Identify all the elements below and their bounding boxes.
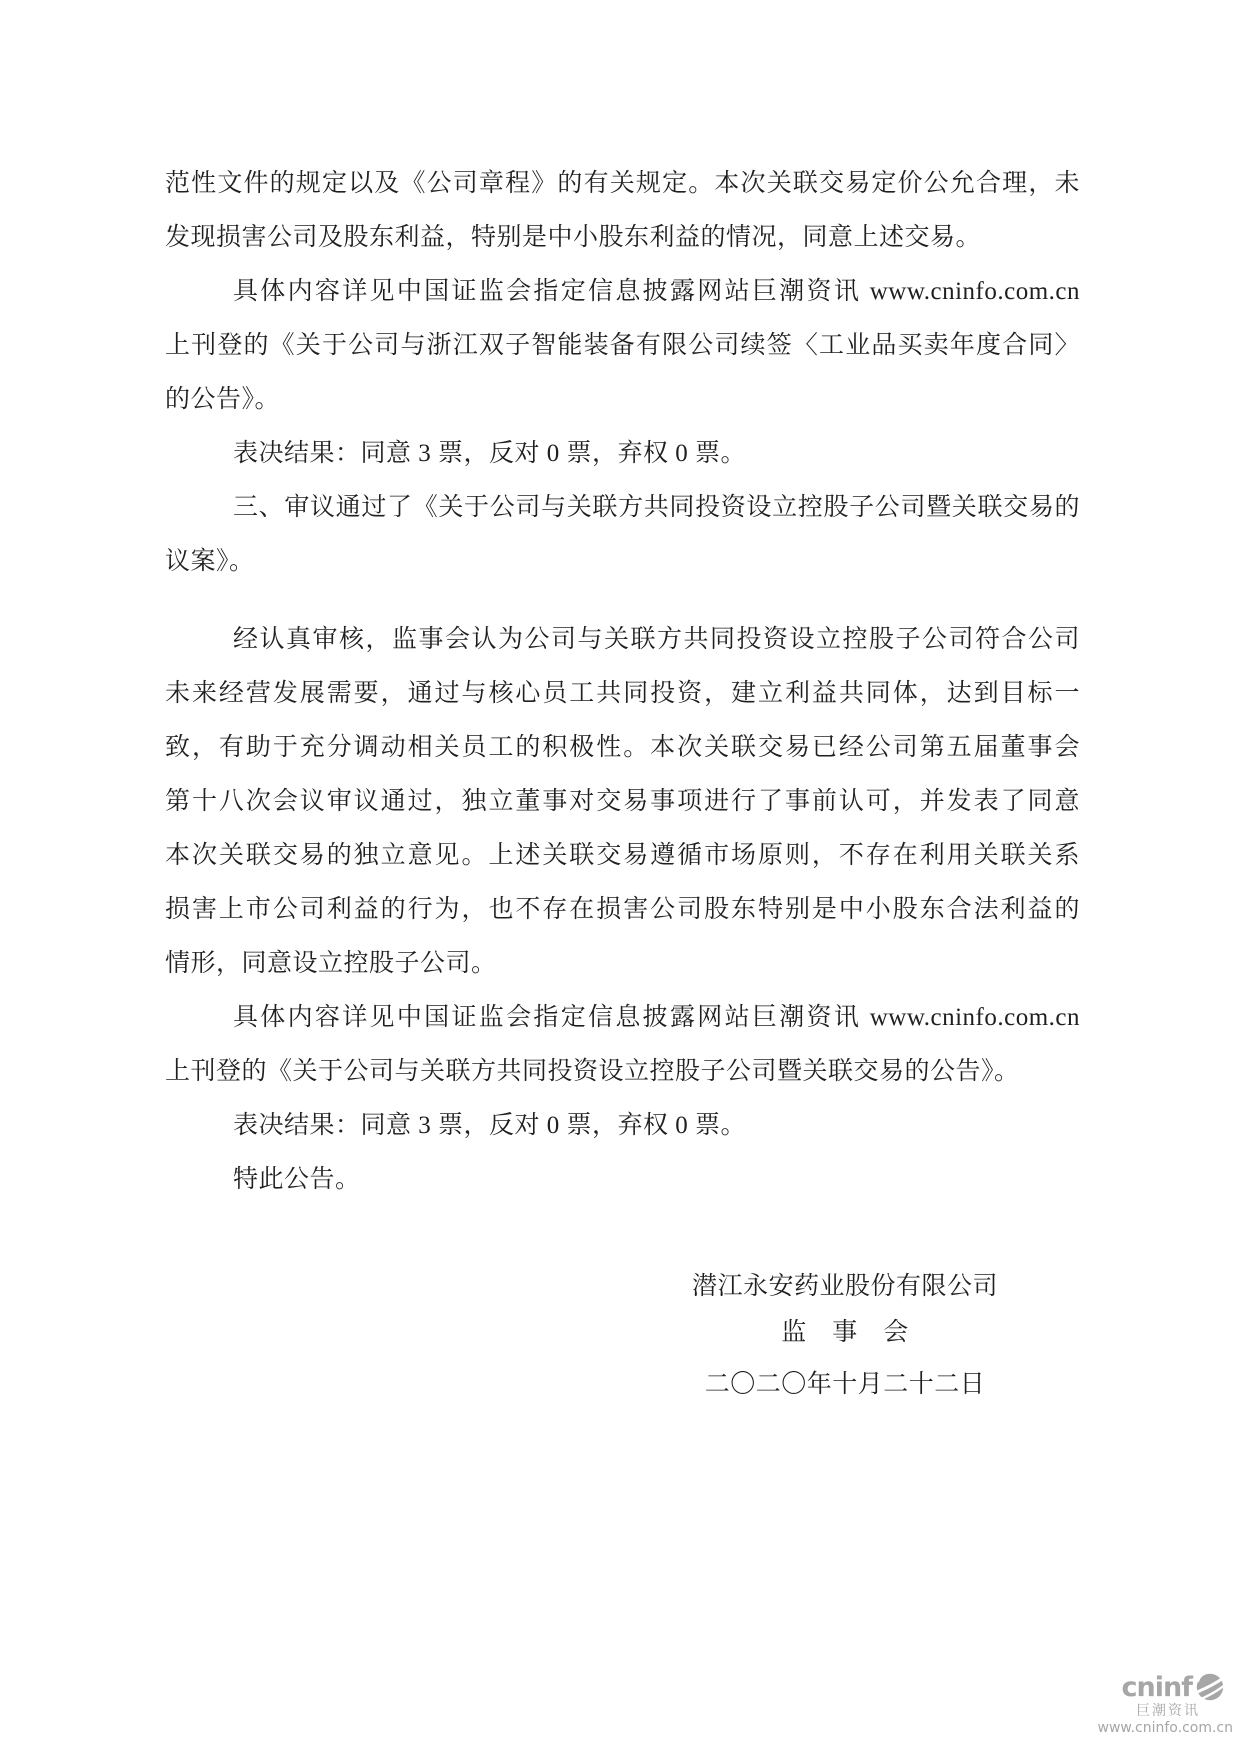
document-line: 致，有助于充分调动相关员工的积极性。本次关联交易已经公司第五届董事会 [165,734,1080,761]
document-line: 具体内容详见中国证监会指定信息披露网站巨潮资讯 www.cninfo.com.cn [233,278,1080,305]
document-line: 本次关联交易的独立意见。上述关联交易遵循市场原则，不存在利用关联关系 [165,842,1080,869]
cninfo-logo [1083,1672,1233,1702]
signature-date: 二〇二〇年十月二十二日 [704,1371,986,1398]
document-body [165,157,1080,1207]
cninfo-watermark [1083,1672,1233,1735]
document-line: 上刊登的《关于公司与关联方共同投资设立控股子公司暨关联交易的公告》。 [165,1058,1020,1085]
document-line: 表决结果：同意 3 票，反对 0 票，弃权 0 票。 [233,1112,747,1139]
document-line: 的公告》。 [165,386,281,413]
document-line: 具体内容详见中国证监会指定信息披露网站巨潮资讯 www.cninfo.com.cn [233,1004,1080,1031]
document-line: 经认真审核，监事会认为公司与关联方共同投资设立控股子公司符合公司 [233,626,1080,653]
document-line: 未来经营发展需要，通过与核心员工共同投资，建立利益共同体，达到目标一 [165,680,1080,707]
cninfo-brand-cn: 巨潮资讯 [1136,1703,1200,1719]
document-line: 范性文件的规定以及《公司章程》的有关规定。本次关联交易定价公允合理，未 [165,170,1080,197]
signature-company: 潜江永安药业股份有限公司 [691,1273,998,1300]
document-line: 发现损害公司及股东利益，特别是中小股东利益的情况，同意上述交易。 [165,224,982,251]
document-line: 上刊登的《关于公司与浙江双子智能装备有限公司续签〈工业品买卖年度合同〉 [165,332,1080,359]
cninfo-logo-text: cninf [1121,1671,1192,1703]
signature-committee: 监 事 会 [781,1319,909,1346]
document-line: 第十八次会议审议通过，独立董事对交易事项进行了事前认可，并发表了同意 [165,788,1080,815]
document-line: 表决结果：同意 3 票，反对 0 票，弃权 0 票。 [233,440,747,467]
globe-icon [1195,1672,1225,1702]
document-line: 议案》。 [165,548,255,575]
document-line: 三、审议通过了《关于公司与关联方共同投资设立控股子公司暨关联交易的 [233,494,1080,521]
document-line: 特此公告。 [233,1166,361,1193]
document-line: 情形，同意设立控股子公司。 [165,950,497,977]
cninfo-url: www.cninfo.com.cn [1097,1720,1233,1736]
document-line: 损害上市公司利益的行为，也不存在损害公司股东特别是中小股东合法利益的 [165,896,1080,923]
